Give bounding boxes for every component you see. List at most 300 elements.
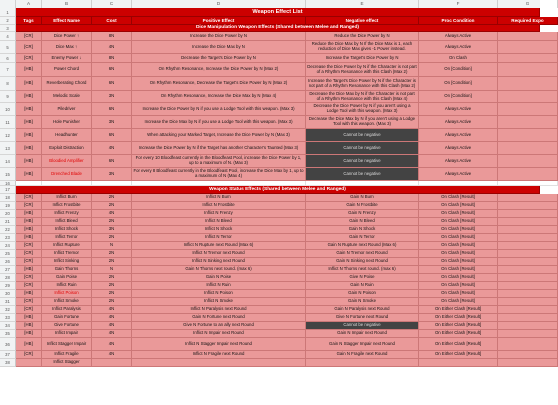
negative-effect-cell[interactable]: Gain N Smoke [306, 298, 419, 306]
tag-cell[interactable]: [CR] [16, 298, 42, 306]
cost-cell[interactable]: 2N [92, 282, 132, 290]
negative-effect-cell[interactable]: Gain N Burn [306, 194, 419, 202]
tag-cell[interactable]: [CR] [16, 32, 42, 41]
tag-cell[interactable]: [HB] [16, 234, 42, 242]
table-row [16, 63, 540, 77]
proc-condition-cell[interactable]: On Clash [Result] [419, 210, 498, 218]
required-expo-cell[interactable] [498, 266, 558, 274]
column-letter-c[interactable]: C [92, 0, 132, 8]
proc-condition-cell[interactable]: On [Condition] [419, 91, 498, 103]
row-number[interactable]: 5 [0, 41, 16, 54]
cost-cell[interactable]: 2N [92, 250, 132, 258]
table-row [16, 274, 540, 282]
tag-cell[interactable]: [HB] [16, 218, 42, 226]
row-number[interactable]: 9 [0, 91, 16, 103]
negative-effect-cell[interactable]: Cannot be negative [306, 142, 419, 155]
required-expo-cell[interactable] [498, 330, 558, 338]
row-number[interactable]: 35 [0, 330, 16, 338]
tag-cell[interactable]: [HB] [16, 226, 42, 234]
cost-cell[interactable]: 2N [92, 290, 132, 298]
proc-condition-cell[interactable]: On Clash [Result] [419, 202, 498, 210]
cost-cell[interactable]: 4N [92, 41, 132, 54]
table-row [16, 41, 540, 54]
positive-effect-header[interactable]: Positive Effect [132, 17, 306, 25]
tag-cell[interactable]: [CR] [16, 250, 42, 258]
row-number[interactable]: 34 [0, 322, 16, 330]
required-expo-cell[interactable] [498, 116, 558, 129]
row-number[interactable]: 23 [0, 234, 16, 242]
positive-effect-cell[interactable]: Gain N Thorns next round. (max 6) [132, 266, 306, 274]
effect-name-cell[interactable]: Drenched Blade [42, 168, 92, 181]
cost-cell[interactable]: 4N [92, 351, 132, 359]
row-number[interactable]: 18 [0, 194, 16, 202]
proc-condition-cell[interactable]: On Clash [Result] [419, 266, 498, 274]
negative-effect-header[interactable]: Negative effect [306, 17, 419, 25]
required-expo-cell[interactable] [498, 306, 558, 314]
column-letter-e[interactable]: E [306, 0, 419, 8]
cost-header[interactable]: Cost [92, 17, 132, 25]
tag-cell[interactable]: [HB] [16, 314, 42, 322]
required-expo-header[interactable]: Required Expo [498, 17, 558, 25]
effect-name-cell[interactable]: Inflict Smoke [42, 298, 92, 306]
cost-cell[interactable]: N [92, 242, 132, 250]
proc-condition-cell[interactable]: On Either Clash [Result] [419, 330, 498, 338]
positive-effect-cell[interactable]: Gain N Fortune next Round [132, 314, 306, 322]
negative-effect-cell[interactable]: Gain N Terror [306, 234, 419, 242]
effect-name-header[interactable]: Effect Name [42, 17, 92, 25]
required-expo-cell[interactable] [498, 234, 558, 242]
positive-effect-cell[interactable]: Inflict N Ruin [132, 282, 306, 290]
negative-effect-cell[interactable]: Cannot be negative [306, 155, 419, 168]
tag-cell[interactable]: [CR] [16, 306, 42, 314]
tag-cell[interactable]: [CR] [16, 351, 42, 359]
row-number[interactable]: 38 [0, 359, 16, 367]
table-row [16, 142, 540, 155]
negative-effect-cell[interactable]: Cannot be negative [306, 168, 419, 181]
negative-effect-cell[interactable]: Gain N Sinking next Round [306, 258, 419, 266]
table-row [16, 155, 540, 168]
cost-cell[interactable]: 2N [92, 218, 132, 226]
effect-name-cell[interactable]: Reverberating Chord [42, 77, 92, 91]
positive-effect-cell[interactable]: Increase the Dice Max by N [132, 41, 306, 54]
proc-condition-cell[interactable]: On Clash [Result] [419, 218, 498, 226]
positive-effect-cell[interactable]: Decrease the Target's Dice Power by N [132, 54, 306, 63]
effect-name-cell[interactable]: Exploit Distraction [42, 142, 92, 155]
column-letter-g[interactable]: G [498, 0, 558, 8]
effect-name-cell[interactable]: Inflict Terror [42, 234, 92, 242]
required-expo-cell[interactable] [498, 351, 558, 359]
negative-effect-cell[interactable]: Gain N Tremor next Round [306, 250, 419, 258]
column-letter-f[interactable]: F [419, 0, 498, 8]
proc-condition-cell[interactable]: On Clash [Result] [419, 282, 498, 290]
row-number[interactable]: 1 [0, 8, 16, 17]
positive-effect-cell[interactable]: For every 8 Bloodfeast currently in the Bloodfeast Pool, increase the Dice Max by 1, up to a maximum of N (Max 4) [132, 168, 306, 181]
positive-effect-cell[interactable]: On Rhythm Resonance, Increase the Dice Max by N (Max 4) [132, 91, 306, 103]
negative-effect-cell[interactable]: Give N Fortune next Round [306, 314, 419, 322]
proc-condition-cell[interactable]: On Either Clash [Result] [419, 322, 498, 330]
sheet-title[interactable]: Weapon Effect List [16, 8, 540, 17]
positive-effect-cell[interactable]: Inflict N Poison [132, 290, 306, 298]
tag-cell[interactable]: [CR] [16, 274, 42, 282]
cost-cell[interactable]: 4N [92, 314, 132, 322]
negative-effect-cell[interactable]: Cannot be negative [306, 322, 419, 330]
negative-effect-cell[interactable]: Increase the Target's Dice Power by N if the Character is not part of a Rhythm Resonance with this Clash (Max 2) [306, 77, 419, 91]
tag-cell[interactable]: [HB] [16, 266, 42, 274]
effect-name-cell[interactable]: Inflict Sinking [42, 258, 92, 266]
negative-effect-cell[interactable]: Increase the Target's Dice Power by N [306, 54, 419, 63]
proc-condition-cell[interactable]: On Either Clash [Result] [419, 314, 498, 322]
table-row [16, 54, 540, 63]
cost-cell[interactable]: 8N [92, 54, 132, 63]
row-number[interactable]: 11 [0, 116, 16, 129]
effect-name-cell[interactable]: Enemy Power ↓ [42, 54, 92, 63]
cost-cell[interactable]: 6N [92, 129, 132, 142]
proc-condition-cell[interactable]: On Clash [Result] [419, 274, 498, 282]
tag-cell[interactable]: [HB] [16, 129, 42, 142]
positive-effect-cell[interactable]: Inflict N Frostbite [132, 202, 306, 210]
positive-effect-cell[interactable]: Inflict N Shock [132, 226, 306, 234]
cost-cell[interactable]: 6N [92, 103, 132, 116]
effect-name-cell[interactable]: Piledriver [42, 103, 92, 116]
effect-name-cell[interactable]: Headhunter [42, 129, 92, 142]
required-expo-cell[interactable] [498, 155, 558, 168]
cost-cell[interactable]: 2N [92, 194, 132, 202]
required-expo-cell[interactable] [498, 54, 558, 63]
proc-condition-cell[interactable]: On Clash [Result] [419, 242, 498, 250]
row-number[interactable]: 21 [0, 218, 16, 226]
row-number[interactable]: 17 [0, 186, 16, 194]
proc-condition-cell[interactable]: On [Condition] [419, 63, 498, 77]
table-row [16, 77, 540, 91]
negative-effect-cell[interactable]: Decrease the Dice Power by N if the Character is not part of a Rhythm Resonance with this Clash (Max 2) [306, 63, 419, 77]
cost-cell[interactable]: 4N [92, 210, 132, 218]
proc-condition-cell[interactable]: Always Active [419, 32, 498, 41]
negative-effect-cell[interactable]: Gain N Impair next Round [306, 330, 419, 338]
positive-effect-cell[interactable]: Inflict N Smoke [132, 298, 306, 306]
negative-effect-cell[interactable]: Cannot be negative [306, 129, 419, 142]
positive-effect-cell[interactable]: Inflict N Paralysis next Round [132, 306, 306, 314]
tag-cell[interactable]: [CR] [16, 194, 42, 202]
tag-cell[interactable]: [CR] [16, 54, 42, 63]
row-number[interactable]: 27 [0, 266, 16, 274]
cost-cell[interactable]: 4N [92, 322, 132, 330]
required-expo-cell[interactable] [498, 242, 558, 250]
table-row [16, 359, 540, 367]
row-number[interactable]: 15 [0, 168, 16, 181]
negative-effect-cell[interactable]: Gain N Paralysis next Round [306, 306, 419, 314]
column-letter-a[interactable]: A [16, 0, 42, 8]
proc-condition-cell[interactable]: On Clash [Result] [419, 194, 498, 202]
positive-effect-cell[interactable]: Give N Fortune to an ally next Round [132, 322, 306, 330]
negative-effect-cell[interactable]: Gain N Stagger Impair next Round [306, 338, 419, 351]
proc-condition-cell[interactable]: Always Active [419, 155, 498, 168]
negative-effect-cell[interactable]: Gain N Frenzy [306, 210, 419, 218]
row-number[interactable]: 12 [0, 129, 16, 142]
cost-cell[interactable]: 6N [92, 63, 132, 77]
required-expo-cell[interactable] [498, 202, 558, 210]
cost-cell[interactable]: 4N [92, 338, 132, 351]
required-expo-cell[interactable] [498, 77, 558, 91]
proc-condition-cell[interactable]: On Clash [Result] [419, 258, 498, 266]
row-number[interactable]: 8 [0, 77, 16, 91]
positive-effect-cell[interactable]: Inflict N Terror [132, 234, 306, 242]
row-number[interactable]: 29 [0, 282, 16, 290]
negative-effect-cell[interactable]: Reduce the Dice Power by N [306, 32, 419, 41]
column-letter-d[interactable]: D [132, 0, 306, 8]
row-number[interactable]: 2 [0, 17, 16, 25]
required-expo-cell[interactable] [498, 103, 558, 116]
tag-cell[interactable]: [HB] [16, 168, 42, 181]
tag-cell[interactable]: [HB] [16, 116, 42, 129]
row-number[interactable]: 22 [0, 226, 16, 234]
required-expo-cell[interactable] [498, 194, 558, 202]
cost-cell[interactable]: 3N [92, 168, 132, 181]
effect-name-cell[interactable]: Power Chord [42, 63, 92, 77]
proc-condition-cell[interactable]: Always Active [419, 103, 498, 116]
row-number[interactable]: 33 [0, 314, 16, 322]
proc-condition-cell[interactable]: On Clash [Result] [419, 226, 498, 234]
negative-effect-cell[interactable]: Gain N Ruin [306, 282, 419, 290]
cost-cell[interactable]: 2N [92, 258, 132, 266]
positive-effect-cell[interactable]: Inflict N Impair next Round [132, 330, 306, 338]
row-number[interactable]: 36 [0, 338, 16, 351]
effect-name-cell[interactable]: Give Fortune [42, 322, 92, 330]
tag-cell[interactable]: [HB] [16, 290, 42, 298]
effect-name-cell[interactable]: Inflict Poison [42, 290, 92, 298]
table-row [16, 234, 540, 242]
row-number[interactable]: 28 [0, 274, 16, 282]
proc-condition-cell[interactable]: Always Active [419, 116, 498, 129]
tags-header[interactable]: Tags [16, 17, 42, 25]
tag-cell[interactable]: [CR] [16, 282, 42, 290]
effect-name-cell[interactable]: Melodic Scale [42, 91, 92, 103]
positive-effect-cell[interactable]: Inflict N Sinking next Round [132, 258, 306, 266]
required-expo-cell[interactable] [498, 168, 558, 181]
effect-name-cell[interactable]: Inflict Burn [42, 194, 92, 202]
effect-name-cell[interactable]: Gain Poise [42, 274, 92, 282]
positive-effect-cell[interactable]: Inflict N Rupture next Round (Max 6) [132, 242, 306, 250]
tag-cell[interactable] [16, 359, 42, 367]
negative-effect-cell[interactable] [306, 359, 419, 367]
cost-cell[interactable]: 4N [92, 330, 132, 338]
required-expo-cell[interactable] [498, 32, 558, 41]
required-expo-cell[interactable] [498, 274, 558, 282]
required-expo-cell[interactable] [498, 322, 558, 330]
row-number[interactable]: 4 [0, 32, 16, 41]
negative-effect-cell[interactable]: Gain N Shock [306, 226, 419, 234]
required-expo-cell[interactable] [498, 282, 558, 290]
negative-effect-cell[interactable]: Gain N Frostbite [306, 202, 419, 210]
row-number[interactable]: 3 [0, 25, 16, 32]
positive-effect-cell[interactable]: On Rhythm Resonance, Increase the Dice Power by N (Max 2) [132, 63, 306, 77]
effect-name-cell[interactable]: Inflict Ruin [42, 282, 92, 290]
effect-name-cell[interactable]: Inflict Frenzy [42, 210, 92, 218]
table-row [16, 290, 540, 298]
effect-name-cell[interactable]: Inflict Paralysis [42, 306, 92, 314]
row-number[interactable]: 24 [0, 242, 16, 250]
row-number[interactable]: 26 [0, 258, 16, 266]
row-number[interactable]: 20 [0, 210, 16, 218]
positive-effect-cell[interactable]: Gain N Poise [132, 274, 306, 282]
effect-name-cell[interactable]: Inflict Frostbite [42, 202, 92, 210]
effect-name-cell[interactable]: Inflict Bleed [42, 218, 92, 226]
tag-cell[interactable]: [HB] [16, 210, 42, 218]
cost-cell[interactable]: 2N [92, 274, 132, 282]
tag-cell[interactable]: [CR] [16, 41, 42, 54]
positive-effect-cell[interactable]: Inflict N Bleed [132, 218, 306, 226]
tag-cell[interactable]: [HB] [16, 330, 42, 338]
required-expo-cell[interactable] [498, 314, 558, 322]
table-row [16, 298, 540, 306]
tag-cell[interactable]: [HB] [16, 338, 42, 351]
section-title-weapon-status[interactable]: Weapon Status Effects (Shared between Melee and Ranged) [16, 186, 540, 194]
required-expo-cell[interactable] [498, 210, 558, 218]
negative-effect-cell[interactable]: Gain N Rupture next Round (Max 6) [306, 242, 419, 250]
positive-effect-cell[interactable]: When attacking your Marked Target, Increase the Dice Power by N (Max 3) [132, 129, 306, 142]
cost-cell[interactable]: 6N [92, 155, 132, 168]
row-number[interactable]: 7 [0, 63, 16, 77]
proc-condition-cell[interactable] [419, 359, 498, 367]
negative-effect-cell[interactable]: Decrease the Dice Max by N if you aren't using a Lodge Tool with this weapon. (Max 3) [306, 116, 419, 129]
required-expo-cell[interactable] [498, 250, 558, 258]
required-expo-cell[interactable] [498, 41, 558, 54]
effect-name-cell[interactable]: Dice Max ↑ [42, 41, 92, 54]
cost-cell[interactable]: 2N [92, 234, 132, 242]
tag-cell[interactable]: [HB] [16, 142, 42, 155]
row-number[interactable]: 10 [0, 103, 16, 116]
positive-effect-cell[interactable]: Increase the Dice Max by N if you use a Lodge Tool with this weapon. (Max 3) [132, 116, 306, 129]
tag-cell[interactable]: [CR] [16, 242, 42, 250]
section-row [16, 25, 540, 32]
row-number[interactable]: 37 [0, 351, 16, 359]
tag-cell[interactable]: [HB] [16, 155, 42, 168]
required-expo-cell[interactable] [498, 338, 558, 351]
positive-effect-cell[interactable]: Inflict N Fragile next Round [132, 351, 306, 359]
proc-condition-cell[interactable]: Always Active [419, 142, 498, 155]
cost-cell[interactable]: 3N [92, 226, 132, 234]
table-row [16, 242, 540, 250]
negative-effect-cell[interactable]: Decrease the Dice Power by N if you aren't using a Lodge Tool with this weapon. (Max 3) [306, 103, 419, 116]
row-number[interactable]: 31 [0, 298, 16, 306]
negative-effect-cell[interactable]: Give N Poise [306, 274, 419, 282]
proc-condition-cell[interactable]: On [Condition] [419, 77, 498, 91]
cost-cell[interactable]: 8N [92, 32, 132, 41]
row-number[interactable]: 6 [0, 54, 16, 63]
negative-effect-cell[interactable]: Reduce the Dice Max by N If the Dice Max is 1, each reduction of Dice Max gives -1 Power instead. [306, 41, 419, 54]
required-expo-cell[interactable] [498, 258, 558, 266]
positive-effect-cell[interactable]: Increase the Dice Power by N if you use a Lodge Tool with this weapon. (Max 3) [132, 103, 306, 116]
positive-effect-cell[interactable] [132, 359, 306, 367]
proc-condition-header[interactable]: Proc Condition [419, 17, 498, 25]
required-expo-cell[interactable] [498, 129, 558, 142]
cost-cell[interactable]: 4N [92, 142, 132, 155]
tag-cell[interactable]: [HB] [16, 63, 42, 77]
cost-cell[interactable]: 2N [92, 298, 132, 306]
row-number[interactable]: 13 [0, 142, 16, 155]
proc-condition-cell[interactable]: Always Active [419, 129, 498, 142]
cost-cell[interactable]: 3N [92, 91, 132, 103]
effect-name-cell[interactable]: Inflict Impair [42, 330, 92, 338]
positive-effect-cell[interactable]: Inflict N Tremor next Round [132, 250, 306, 258]
required-expo-cell[interactable] [498, 290, 558, 298]
cost-cell[interactable]: 3N [92, 116, 132, 129]
cost-cell[interactable]: 4N [92, 306, 132, 314]
column-letter-b[interactable]: B [42, 0, 92, 8]
effect-name-cell[interactable]: Gain Fortune [42, 314, 92, 322]
required-expo-cell[interactable] [498, 63, 558, 77]
proc-condition-cell[interactable]: On Clash [419, 54, 498, 63]
corner-cell[interactable] [0, 0, 16, 8]
effect-name-cell[interactable]: Hole Punisher [42, 116, 92, 129]
tag-cell[interactable]: [HB] [16, 322, 42, 330]
positive-effect-cell[interactable]: Inflict N Stagger Impair next Round [132, 338, 306, 351]
effect-name-cell[interactable]: Inflict Rupture [42, 242, 92, 250]
tag-cell[interactable]: [CR] [16, 202, 42, 210]
effect-name-cell[interactable]: Inflict Fragile [42, 351, 92, 359]
negative-effect-cell[interactable]: Inflict N Thorns next round. (max 6) [306, 266, 419, 274]
row-number[interactable]: 32 [0, 306, 16, 314]
positive-effect-cell[interactable]: Inflict N Frenzy [132, 210, 306, 218]
positive-effect-cell[interactable]: Increase the Dice Power by N if the Target has another Character's Taunted (Max 3) [132, 142, 306, 155]
proc-condition-cell[interactable]: Always Active [419, 41, 498, 54]
effect-name-cell[interactable]: Inflict Shock [42, 226, 92, 234]
proc-condition-cell[interactable]: On Either Clash [Result] [419, 338, 498, 351]
effect-name-cell[interactable]: Dice Power ↑ [42, 32, 92, 41]
negative-effect-cell[interactable]: Gain N Bleed [306, 218, 419, 226]
section-title-dice-manipulation[interactable]: Dice Manipulation Weapon Effects (Shared between Melee and Ranged) [16, 25, 540, 32]
row-number[interactable]: 16 [0, 181, 16, 186]
cost-cell[interactable]: N [92, 266, 132, 274]
tag-cell[interactable]: [HB] [16, 91, 42, 103]
proc-condition-cell[interactable]: Always Active [419, 168, 498, 181]
cost-cell[interactable]: 2N [92, 202, 132, 210]
proc-condition-cell[interactable]: On Clash [Result] [419, 234, 498, 242]
required-expo-cell[interactable] [498, 142, 558, 155]
required-expo-cell[interactable] [498, 226, 558, 234]
required-expo-cell[interactable] [498, 298, 558, 306]
cost-cell[interactable]: 6N [92, 77, 132, 91]
tag-cell[interactable]: [CR] [16, 258, 42, 266]
row-number[interactable]: 14 [0, 155, 16, 168]
row-number[interactable]: 25 [0, 250, 16, 258]
effect-name-cell[interactable]: Inflict Stagger [42, 359, 92, 367]
proc-condition-cell[interactable]: On Clash [Result] [419, 290, 498, 298]
tag-cell[interactable]: [HB] [16, 77, 42, 91]
effect-name-cell[interactable]: Bloodied Amplifier [42, 155, 92, 168]
negative-effect-cell[interactable]: Gain N Fragile next Round [306, 351, 419, 359]
effect-name-cell[interactable]: Inflict Tremor [42, 250, 92, 258]
proc-condition-cell[interactable]: On Clash [Result] [419, 298, 498, 306]
proc-condition-cell[interactable]: On Either Clash [Result] [419, 306, 498, 314]
required-expo-cell[interactable] [498, 91, 558, 103]
required-expo-cell[interactable] [498, 359, 558, 367]
effect-name-cell[interactable]: Inflict Stagger Impair [42, 338, 92, 351]
row-number[interactable]: 19 [0, 202, 16, 210]
row-number[interactable]: 30 [0, 290, 16, 298]
positive-effect-cell[interactable]: On Rhythm Resonance, Decrease the Target's Dice Power by N (Max 2) [132, 77, 306, 91]
tag-cell[interactable]: [HB] [16, 103, 42, 116]
positive-effect-cell[interactable]: Inflict N Burn [132, 194, 306, 202]
proc-condition-cell[interactable]: On Clash [Result] [419, 250, 498, 258]
cost-cell[interactable] [92, 359, 132, 367]
positive-effect-cell[interactable]: Increase the Dice Power by N [132, 32, 306, 41]
effect-name-cell[interactable]: Gain Thorns [42, 266, 92, 274]
negative-effect-cell[interactable]: Gain N Poison [306, 290, 419, 298]
proc-condition-cell[interactable]: On Either Clash [Result] [419, 351, 498, 359]
negative-effect-cell[interactable]: Decrease the Dice Max by N if the Character is not part of a Rhythm Resonance with this Clash (Max 4) [306, 91, 419, 103]
positive-effect-cell[interactable]: For every 10 Bloodfeast currently in the Bloodfeast Pool, increase the Dice Power by 1, up to a maximum of N. (Max 3) [132, 155, 306, 168]
required-expo-cell[interactable] [498, 218, 558, 226]
